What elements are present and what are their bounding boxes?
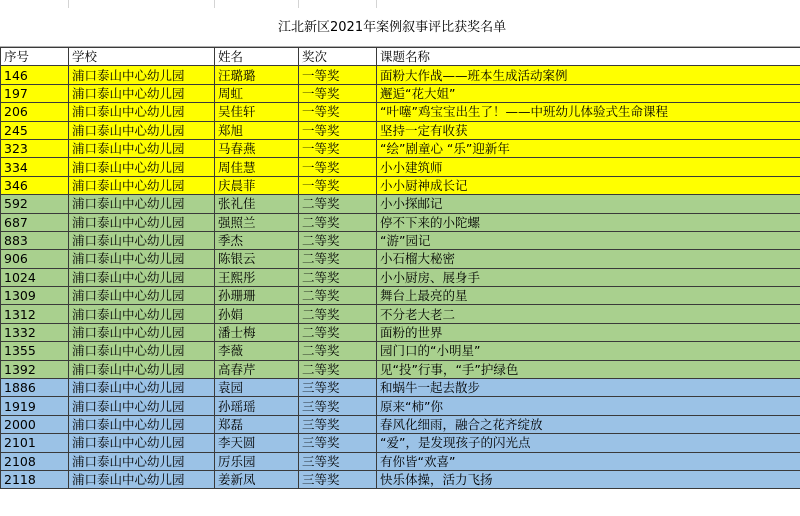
award-table (0, 47, 800, 489)
cell-no[interactable]: 197 (1, 84, 69, 102)
cell-name[interactable]: 张礼佳 (215, 195, 299, 213)
cell-topic[interactable]: 小小厨房、展身手 (377, 268, 800, 286)
cell-no[interactable]: 1919 (1, 397, 69, 415)
cell-school[interactable]: 浦口泰山中心幼儿园 (69, 360, 215, 378)
cell-no[interactable]: 592 (1, 195, 69, 213)
cell-topic[interactable]: 面粉的世界 (377, 323, 800, 341)
cell-school[interactable]: 浦口泰山中心幼儿园 (69, 176, 215, 194)
table-row (1, 415, 800, 433)
cell-school[interactable]: 浦口泰山中心幼儿园 (69, 66, 215, 84)
cell-name[interactable]: 汪璐璐 (215, 66, 299, 84)
table-row (1, 342, 800, 360)
cell-school[interactable]: 浦口泰山中心幼儿园 (69, 213, 215, 231)
table-row (1, 66, 800, 84)
cell-award[interactable]: 二等奖 (299, 250, 377, 268)
cell-award[interactable]: 一等奖 (299, 84, 377, 102)
cell-no[interactable]: 883 (1, 231, 69, 249)
table-row (1, 121, 800, 139)
cell-name[interactable]: 孙娟 (215, 305, 299, 323)
cell-no[interactable]: 2000 (1, 415, 69, 433)
cell-name[interactable]: 郑旭 (215, 121, 299, 139)
cell-topic[interactable]: “爱”，是发现孩子的闪光点 (377, 434, 800, 452)
cell-no[interactable]: 1886 (1, 379, 69, 397)
cell-award[interactable]: 三等奖 (299, 379, 377, 397)
table-row (1, 323, 800, 341)
gridline (214, 0, 215, 8)
cell-name[interactable]: 孙瑶瑶 (215, 397, 299, 415)
cell-name[interactable]: 马春燕 (215, 139, 299, 157)
cell-no[interactable]: 906 (1, 250, 69, 268)
cell-name[interactable]: 袁园 (215, 379, 299, 397)
cell-no[interactable]: 1355 (1, 342, 69, 360)
cell-award[interactable]: 二等奖 (299, 268, 377, 286)
cell-school[interactable]: 浦口泰山中心幼儿园 (69, 268, 215, 286)
cell-no[interactable]: 1309 (1, 287, 69, 305)
cell-name[interactable]: 厉乐园 (215, 452, 299, 470)
cell-no[interactable]: 206 (1, 103, 69, 121)
cell-topic[interactable]: 停不下来的小陀螺 (377, 213, 800, 231)
gridline (376, 0, 377, 8)
cell-school[interactable]: 浦口泰山中心幼儿园 (69, 84, 215, 102)
cell-award[interactable]: 二等奖 (299, 342, 377, 360)
cell-school[interactable]: 浦口泰山中心幼儿园 (69, 250, 215, 268)
table-row (1, 305, 800, 323)
cell-school[interactable]: 浦口泰山中心幼儿园 (69, 305, 215, 323)
cell-no[interactable]: 323 (1, 139, 69, 157)
table-row (1, 84, 800, 102)
cell-award[interactable]: 三等奖 (299, 470, 377, 488)
cell-no[interactable]: 1312 (1, 305, 69, 323)
cell-no[interactable]: 346 (1, 176, 69, 194)
cell-school[interactable]: 浦口泰山中心幼儿园 (69, 452, 215, 470)
cell-award[interactable]: 二等奖 (299, 195, 377, 213)
cell-topic[interactable]: 和蜗牛一起去散步 (377, 379, 800, 397)
header-cell-school[interactable]: 学校 (69, 48, 215, 66)
cell-topic[interactable]: 园门口的“小明星” (377, 342, 800, 360)
cell-no[interactable]: 687 (1, 213, 69, 231)
cell-topic[interactable]: 见“投”行事，“手”护绿色 (377, 360, 800, 378)
cell-school[interactable]: 浦口泰山中心幼儿园 (69, 470, 215, 488)
cell-name[interactable]: 庆晨菲 (215, 176, 299, 194)
cell-no[interactable]: 334 (1, 158, 69, 176)
cell-name[interactable]: 陈银云 (215, 250, 299, 268)
cell-name[interactable]: 郑磊 (215, 415, 299, 433)
cell-topic[interactable]: 坚持一定有收获 (377, 121, 800, 139)
cell-topic[interactable]: 小小建筑师 (377, 158, 800, 176)
cell-no[interactable]: 2101 (1, 434, 69, 452)
cell-topic[interactable]: 不分老大老二 (377, 305, 800, 323)
cell-award[interactable]: 二等奖 (299, 213, 377, 231)
cell-topic[interactable]: 小小探邮记 (377, 195, 800, 213)
cell-school[interactable]: 浦口泰山中心幼儿园 (69, 415, 215, 433)
table-row (1, 176, 800, 194)
table-row (1, 139, 800, 157)
header-cell-award[interactable]: 奖次 (299, 48, 377, 66)
cell-name[interactable]: 李天圆 (215, 434, 299, 452)
cell-topic[interactable]: 邂逅“花大姐” (377, 84, 800, 102)
cell-name[interactable]: 周佳慧 (215, 158, 299, 176)
cell-school[interactable]: 浦口泰山中心幼儿园 (69, 379, 215, 397)
cell-topic[interactable]: 小石榴大秘密 (377, 250, 800, 268)
cell-school[interactable]: 浦口泰山中心幼儿园 (69, 231, 215, 249)
table-row (1, 195, 800, 213)
cell-school[interactable]: 浦口泰山中心幼儿园 (69, 342, 215, 360)
cell-school[interactable]: 浦口泰山中心幼儿园 (69, 434, 215, 452)
cell-award[interactable]: 二等奖 (299, 323, 377, 341)
cell-topic[interactable]: 快乐体操，活力飞扬 (377, 470, 800, 488)
cell-award[interactable]: 三等奖 (299, 397, 377, 415)
cell-topic[interactable]: “游”园记 (377, 231, 800, 249)
cell-topic[interactable]: 有你皆“欢喜” (377, 452, 800, 470)
cell-topic[interactable]: “叶噻”鸡宝宝出生了！——中班幼儿体验式生命课程 (377, 103, 800, 121)
cell-name[interactable]: 周虹 (215, 84, 299, 102)
header-cell-no[interactable]: 序号 (1, 48, 69, 66)
table-row (1, 231, 800, 249)
cell-name[interactable]: 潘士梅 (215, 323, 299, 341)
cell-no[interactable]: 1024 (1, 268, 69, 286)
cell-school[interactable]: 浦口泰山中心幼儿园 (69, 397, 215, 415)
cell-award[interactable]: 二等奖 (299, 360, 377, 378)
cell-no[interactable]: 2118 (1, 470, 69, 488)
cell-school[interactable]: 浦口泰山中心幼儿园 (69, 121, 215, 139)
cell-name[interactable]: 孙珊珊 (215, 287, 299, 305)
cell-name[interactable]: 王熙彤 (215, 268, 299, 286)
gridline (298, 0, 299, 8)
header-row (1, 48, 800, 66)
table-row (1, 452, 800, 470)
table-row (1, 250, 800, 268)
cell-award[interactable]: 三等奖 (299, 434, 377, 452)
cell-award[interactable]: 二等奖 (299, 305, 377, 323)
cell-award[interactable]: 一等奖 (299, 66, 377, 84)
table-row (1, 379, 800, 397)
cell-name[interactable]: 李薇 (215, 342, 299, 360)
cell-topic[interactable]: “绘”剧童心 “乐”迎新年 (377, 139, 800, 157)
cell-school[interactable]: 浦口泰山中心幼儿园 (69, 158, 215, 176)
table-row (1, 397, 800, 415)
title-row (0, 0, 800, 47)
header-cell-name[interactable]: 姓名 (215, 48, 299, 66)
cell-no[interactable]: 1392 (1, 360, 69, 378)
cell-award[interactable]: 一等奖 (299, 139, 377, 157)
table-row (1, 434, 800, 452)
cell-topic[interactable]: 原来“柿”你 (377, 397, 800, 415)
cell-no[interactable]: 1332 (1, 323, 69, 341)
cell-award[interactable]: 一等奖 (299, 158, 377, 176)
cell-topic[interactable]: 春风化细雨，融合之花齐绽放 (377, 415, 800, 433)
table-row (1, 470, 800, 488)
cell-school[interactable]: 浦口泰山中心幼儿园 (69, 323, 215, 341)
table-row (1, 158, 800, 176)
sheet-title: 江北新区2021年案例叙事评比获奖名单 (278, 20, 507, 35)
award-table-body (1, 48, 800, 489)
cell-award[interactable]: 三等奖 (299, 415, 377, 433)
cell-school[interactable]: 浦口泰山中心幼儿园 (69, 195, 215, 213)
cell-school[interactable]: 浦口泰山中心幼儿园 (69, 103, 215, 121)
cell-no[interactable]: 146 (1, 66, 69, 84)
table-row (1, 268, 800, 286)
cell-name[interactable]: 季杰 (215, 231, 299, 249)
cell-name[interactable]: 高春芹 (215, 360, 299, 378)
cell-award[interactable]: 一等奖 (299, 121, 377, 139)
cell-school[interactable]: 浦口泰山中心幼儿园 (69, 139, 215, 157)
cell-topic[interactable]: 面粉大作战——班本生成活动案例 (377, 66, 800, 84)
cell-topic[interactable]: 小小厨神成长记 (377, 176, 800, 194)
cell-award[interactable]: 二等奖 (299, 231, 377, 249)
cell-award[interactable]: 一等奖 (299, 176, 377, 194)
gridline (68, 0, 69, 8)
table-row (1, 213, 800, 231)
header-cell-topic[interactable]: 课题名称 (377, 48, 800, 66)
cell-name[interactable]: 强照兰 (215, 213, 299, 231)
cell-award[interactable]: 二等奖 (299, 287, 377, 305)
cell-school[interactable]: 浦口泰山中心幼儿园 (69, 287, 215, 305)
table-row (1, 287, 800, 305)
cell-name[interactable]: 姜新凤 (215, 470, 299, 488)
cell-award[interactable]: 三等奖 (299, 452, 377, 470)
cell-topic[interactable]: 舞台上最亮的星 (377, 287, 800, 305)
cell-no[interactable]: 2108 (1, 452, 69, 470)
table-row (1, 103, 800, 121)
cell-no[interactable]: 245 (1, 121, 69, 139)
cell-award[interactable]: 一等奖 (299, 103, 377, 121)
table-row (1, 360, 800, 378)
cell-name[interactable]: 吴佳轩 (215, 103, 299, 121)
